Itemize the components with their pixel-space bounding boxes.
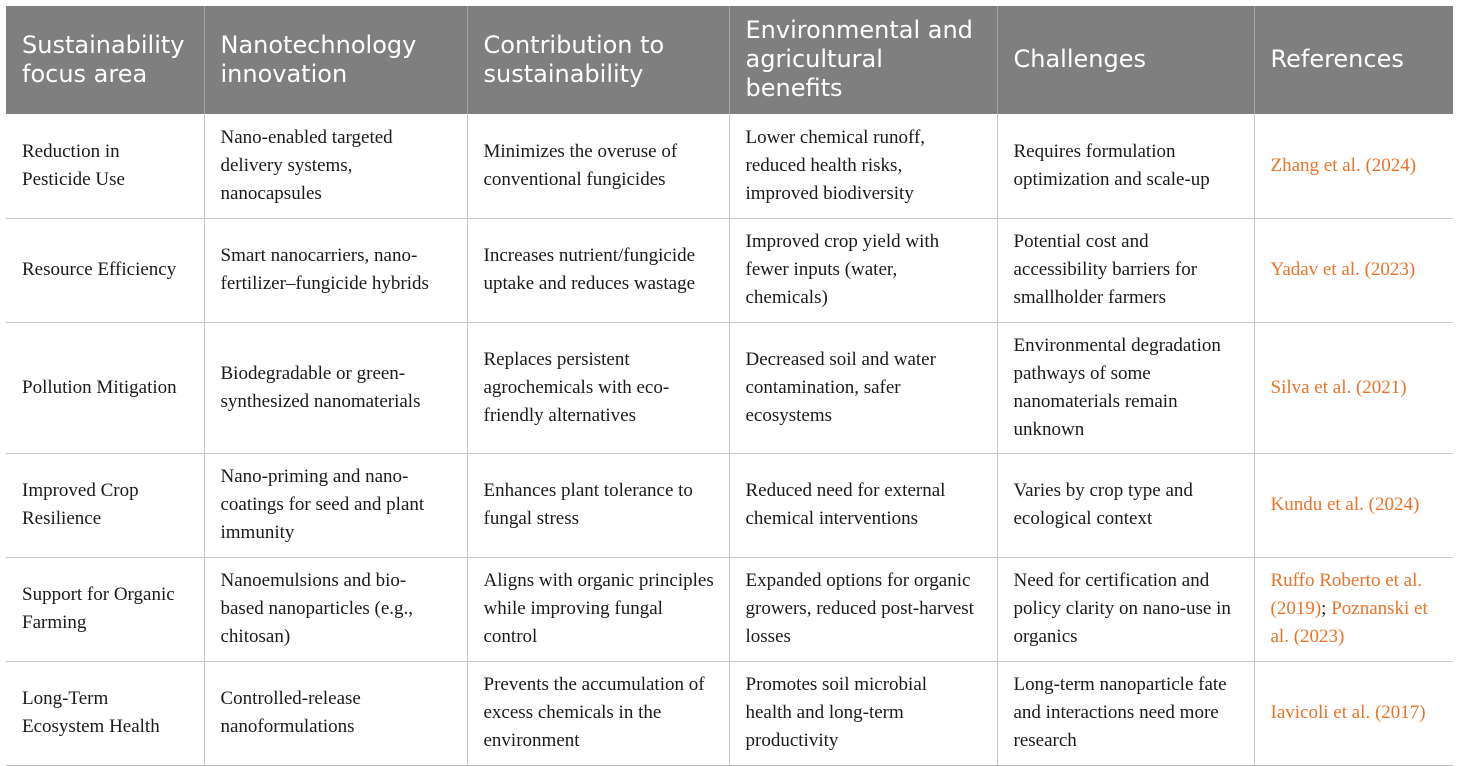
cell-benefits: Reduced need for external chemical interventions [729,453,997,557]
cell-challenges: Need for certification and policy clarity on nano-use in organics [997,557,1254,661]
cell-challenges: Varies by crop type and ecological context [997,453,1254,557]
cell-contribution: Increases nutrient/fungicide uptake and reduces wastage [467,218,729,322]
cell-contribution: Minimizes the overuse of conventional fungicides [467,114,729,218]
cell-challenges: Environmental degradation pathways of some nanomaterials remain unknown [997,322,1254,453]
cell-focus: Reduction in Pesticide Use [6,114,204,218]
cell-focus: Long-Term Ecosystem Health [6,661,204,765]
cell-challenges: Requires formulation optimization and scale-up [997,114,1254,218]
cell-references [1254,218,1453,322]
table-row [6,218,1453,322]
header-benefits: Environmental and agricultural benefits [729,6,997,114]
cell-innovation: Controlled-release nanoformulations [204,661,467,765]
cell-references [1254,661,1453,765]
cell-benefits: Improved crop yield with fewer inputs (water, chemicals) [729,218,997,322]
header-innovation: Nanotechnology innovation [204,6,467,114]
cell-challenges: Long-term nanoparticle fate and interactions need more research [997,661,1254,765]
cell-references [1254,557,1453,661]
cell-references [1254,114,1453,218]
reference-link[interactable]: Ruffo Roberto et al. (2019) [1270,570,1423,619]
cell-benefits: Decreased soil and water contamination, safer ecosystems [729,322,997,453]
table-row [6,114,1453,218]
header-challenges: Challenges [997,6,1254,114]
reference-link[interactable]: Kundu et al. (2024) [1270,494,1420,515]
reference-link[interactable]: Yadav et al. (2023) [1270,259,1416,280]
cell-focus: Improved Crop Resilience [6,453,204,557]
cell-focus: Pollution Mitigation [6,322,204,453]
reference-link[interactable]: Poznanski et al. (2023) [1270,598,1428,647]
table-row [6,322,1453,453]
reference-link[interactable]: Zhang et al. (2024) [1270,154,1417,176]
cell-benefits: Lower chemical runoff, reduced health risks, improved biodiversity [729,114,997,218]
cell-innovation: Nano-priming and nano-coatings for seed and plant immunity [204,453,467,557]
table-header-row [6,6,1453,114]
cell-contribution: Enhances plant tolerance to fungal stress [467,453,729,557]
reference-link[interactable]: Iavicoli et al. (2017) [1270,702,1426,723]
table-row [6,453,1453,557]
cell-references [1254,453,1453,557]
cell-innovation: Smart nanocarriers, nano-fertilizer–fungicide hybrids [204,218,467,322]
cell-focus: Support for Organic Farming [6,557,204,661]
cell-references [1254,322,1453,453]
table-row [6,661,1453,765]
header-contribution: Contribution to sustainability [467,6,729,114]
cell-benefits: Expanded options for organic growers, reduced post-harvest losses [729,557,997,661]
reference-separator: ; [1321,598,1332,619]
cell-innovation: Nanoemulsions and bio-based nanoparticles (e.g., chitosan) [204,557,467,661]
cell-benefits: Promotes soil microbial health and long-term productivity [729,661,997,765]
cell-focus: Resource Efficiency [6,218,204,322]
cell-contribution: Replaces persistent agrochemicals with eco-friendly alternatives [467,322,729,453]
cell-innovation: Biodegradable or green-synthesized nanomaterials [204,322,467,453]
table-row [6,557,1453,661]
cell-innovation: Nano-enabled targeted delivery systems, nanocapsules [204,114,467,218]
cell-contribution: Prevents the accumulation of excess chemicals in the environment [467,661,729,765]
reference-link[interactable]: Silva et al. (2021) [1270,376,1407,398]
cell-contribution: Aligns with organic principles while improving fungal control [467,557,729,661]
header-focus-area: Sustainability focus area [6,6,204,114]
sustainability-table [6,6,1453,766]
cell-challenges: Potential cost and accessibility barriers for smallholder farmers [997,218,1254,322]
header-references: References [1254,6,1453,114]
